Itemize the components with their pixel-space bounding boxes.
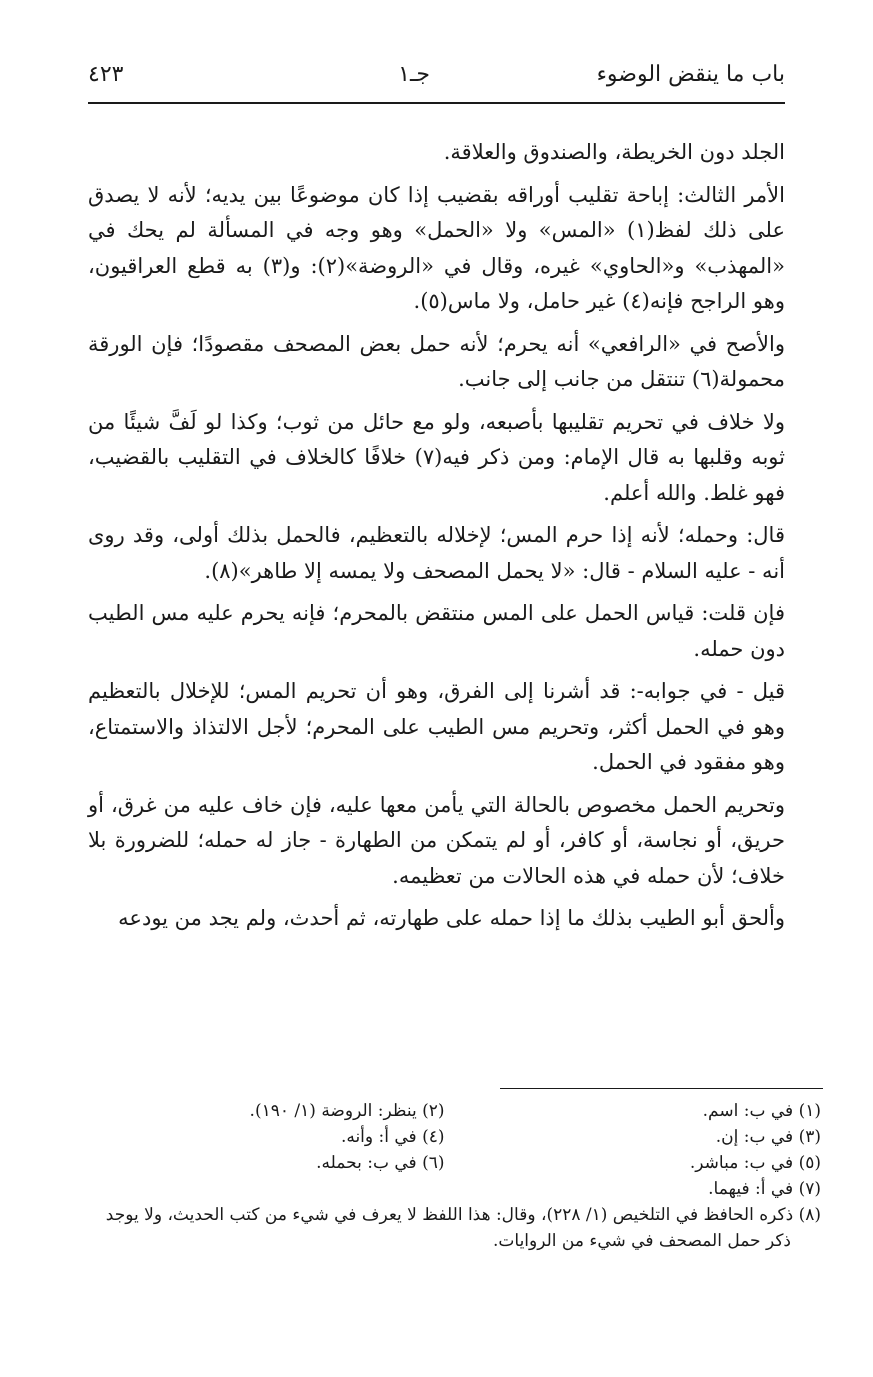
paragraph: وألحق أبو الطيب بذلك ما إذا حمله على طهارته، ثم أحدث، ولم يجد من يودعه xyxy=(118,906,785,930)
footnote: (٤) في أ: وأنه. xyxy=(340,1127,445,1147)
footnote-divider xyxy=(500,1088,823,1089)
page-number: ٤٢٣ xyxy=(88,62,124,87)
main-text xyxy=(88,135,785,944)
paragraph: قال: وحمله؛ لأنه إذا حرم المس؛ لإخلاله بالتعظيم، فالحمل بذلك أولى، وقد روى أنه - عليه السلام - قال: «لا يحمل المصحف ولا يمسه إلا طاهر»(٨). xyxy=(88,523,785,583)
paragraph: وتحريم الحمل مخصوص بالحالة التي يأمن معها عليه، فإن خاف عليه من غرق، أو حريق، أو نجاسة، أو كافر، أو لم يتمكن من الطهارة - جاز له حمله؛ للضرورة بلا خلاف؛ لأن حمله في هذه الحالات من تعظيمه. xyxy=(88,792,785,888)
header-divider xyxy=(88,102,785,104)
footnote: (١) في ب: اسم. xyxy=(702,1101,821,1121)
footnote: (٥) في ب: مباشر. xyxy=(689,1153,821,1173)
paragraph: والأصح في «الرافعي» أنه يحرم؛ لأنه حمل بعض المصحف مقصودًا؛ فإن الورقة محمولة(٦) تنتقل من جانب إلى جانب. xyxy=(88,331,785,391)
paragraph: الأمر الثالث: إباحة تقليب أوراقه بقضيب إذا كان موضوعًا بين يديه؛ لأنه لا يصدق على ذلك لفظ(١) «المس» ولا «الحمل» وهو وجه في المسألة لم يحك في «المهذب» و«الحاوي» غيره، وقال في «الروضة»(٢): و(٣) به قطع العراقيون، وهو الراجح فإنه(٤) غير حامل، ولا ماس(٥). xyxy=(88,182,785,313)
paragraph: ولا خلاف في تحريم تقليبها بأصبعه، ولو مع حائل من ثوب؛ وكذا لو لَفَّ شيئًا من ثوبه وقلبها به قال الإمام: ومن ذكر فيه(٧) خلافًا كالخلاف في التقليب بالقضيب، فهو غلط. والله أعلم. xyxy=(88,409,785,505)
footnote: (٢) ينظر: الروضة (١/ ١٩٠). xyxy=(249,1101,445,1121)
chapter-title: باب ما ينقض الوضوء xyxy=(596,62,785,87)
paragraph: قيل - في جوابه-: قد أشرنا إلى الفرق، وهو أن تحريم المس؛ للإخلال بالتعظيم وهو في الحمل أكثر، وتحريم مس الطيب على المحرم؛ لأجل الالتذاذ والاستمتاع، وهو مفقود في الحمل. xyxy=(88,679,785,774)
volume-label: جـ١ xyxy=(398,62,430,87)
footnote: (٨) ذكره الحافظ في التلخيص (١/ ٢٢٨)، وقال: هذا اللفظ لا يعرف في شيء من كتب الحديث، ولا يوجد ذكر حمل المصحف في شيء من الروايات. xyxy=(105,1205,821,1251)
footnote: (٦) في ب: بحمله. xyxy=(316,1153,445,1173)
paragraph: فإن قلت: قياس الحمل على المس منتقض بالمحرم؛ فإنه يحرم عليه مس الطيب دون حمله. xyxy=(88,601,785,661)
running-header xyxy=(88,62,785,96)
footnote: (٣) في ب: إن. xyxy=(715,1127,821,1147)
footnote: (٧) في أ: فيهما. xyxy=(708,1179,821,1199)
paragraph: الجلد دون الخريطة، والصندوق والعلاقة. xyxy=(443,140,785,164)
footnotes xyxy=(88,1098,821,1254)
